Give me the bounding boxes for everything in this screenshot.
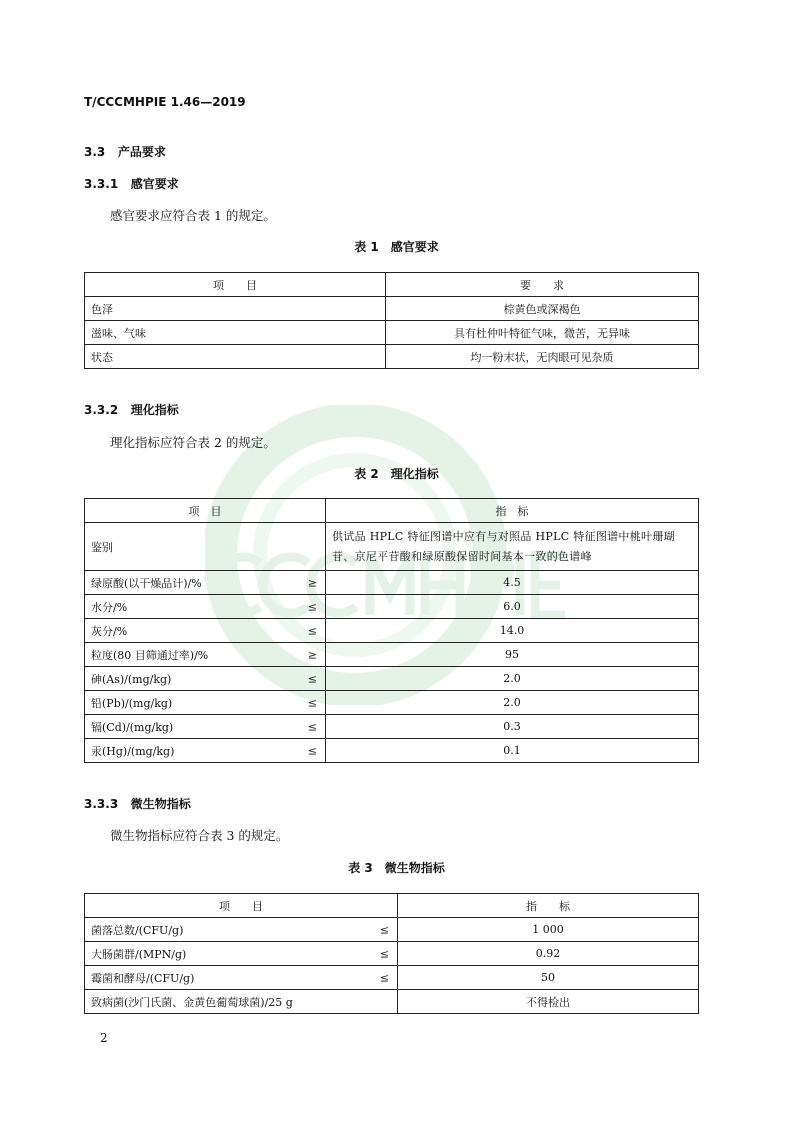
item-name: 灰分/% [91, 624, 128, 638]
comparison-operator: ≤ [307, 744, 317, 757]
item-value: 14.0 [326, 619, 699, 643]
table-row [85, 571, 699, 595]
item-value: 0.92 [398, 942, 699, 966]
item-name: 致病菌(沙门氏菌、金黄色葡萄球菌)/25 g [91, 995, 293, 1009]
item-value: 95 [326, 643, 699, 667]
comparison-operator: ≤ [379, 947, 389, 960]
item-name: 粒度(80 目筛通过率)/% [91, 648, 209, 662]
section-heading: 3.3.3 微生物指标 [84, 797, 191, 811]
comparison-operator: ≤ [307, 624, 317, 637]
table-row [85, 643, 699, 667]
comparison-operator: ≤ [307, 696, 317, 709]
item-name: 菌落总数/(CFU/g) [91, 923, 184, 937]
table-row [85, 523, 699, 571]
table-title: 表 3 微生物指标 [348, 861, 445, 875]
comparison-operator: ≤ [307, 672, 317, 685]
item-value: 供试品 HPLC 特征图谱中应有与对照品 HPLC 特征图谱中桃叶珊瑚苷、京尼平苷酸和绿原酸保留时间基本一致的色谱峰 [326, 523, 699, 571]
table-row [85, 715, 699, 739]
paragraph: 微生物指标应符合表 3 的规定。 [110, 828, 289, 843]
item-name: 霉菌和酵母/(CFU/g) [91, 971, 195, 985]
item-value: 0.3 [326, 715, 699, 739]
item-name: 铅(Pb)/(mg/kg) [91, 696, 173, 710]
table-row [85, 942, 699, 966]
table-title: 表 2 理化指标 [354, 467, 439, 481]
table-row [85, 595, 699, 619]
paragraph: 感官要求应符合表 1 的规定。 [110, 208, 276, 223]
item-value: 50 [398, 966, 699, 990]
table-row: 滋味、气味 具有杜仲叶特征气味，微苦，无异味 [85, 321, 699, 345]
item-value: 2.0 [326, 667, 699, 691]
table-row [85, 691, 699, 715]
table-header: 要 求 [386, 273, 699, 297]
table-row [85, 918, 699, 942]
comparison-operator: ≤ [307, 600, 317, 613]
paragraph: 理化指标应符合表 2 的规定。 [110, 435, 276, 450]
section-heading: 3.3.1 感官要求 [84, 177, 179, 191]
table-row [85, 966, 699, 990]
table-row: 色泽 棕黄色或深褐色 [85, 297, 699, 321]
item-value: 6.0 [326, 595, 699, 619]
table-3 [84, 893, 699, 1014]
item-value: 2.0 [326, 691, 699, 715]
page-number: 2 [100, 1031, 108, 1045]
item-name: 水分/% [91, 600, 128, 614]
table-row: 状态 均一粉末状，无肉眼可见杂质 [85, 345, 699, 369]
item-name: 砷(As)/(mg/kg) [91, 672, 172, 686]
table-header: 指 标 [398, 894, 699, 918]
comparison-operator: ≤ [379, 923, 389, 936]
table-header: 指 标 [326, 499, 699, 523]
table-header: 项 目 [85, 273, 386, 297]
item-value: 0.1 [326, 739, 699, 763]
item-name: 绿原酸(以干燥品计)/% [91, 576, 202, 590]
table-row [85, 667, 699, 691]
comparison-operator: ≤ [379, 971, 389, 984]
table-header: 项 目 [85, 499, 326, 523]
item-name: 汞(Hg)/(mg/kg) [91, 744, 175, 758]
item-value: 1 000 [398, 918, 699, 942]
table-row [85, 619, 699, 643]
comparison-operator: ≥ [307, 576, 317, 589]
item-name: 大肠菌群/(MPN/g) [91, 947, 187, 961]
table-row [85, 990, 699, 1014]
table-1 [84, 272, 699, 369]
section-heading: 3.3 产品要求 [84, 145, 166, 159]
comparison-operator: ≤ [307, 720, 317, 733]
item-value: 4.5 [326, 571, 699, 595]
section-heading: 3.3.2 理化指标 [84, 403, 179, 417]
table-title: 表 1 感官要求 [354, 240, 439, 254]
item-value: 不得检出 [398, 990, 699, 1014]
comparison-operator: ≥ [307, 648, 317, 661]
standard-code: T/CCCMHPIE 1.46—2019 [84, 95, 246, 109]
item-name: 镉(Cd)/(mg/kg) [91, 720, 174, 734]
item-name: 鉴别 [91, 540, 113, 554]
table-header: 项 目 [85, 894, 398, 918]
table-2 [84, 498, 699, 763]
table-row [85, 739, 699, 763]
